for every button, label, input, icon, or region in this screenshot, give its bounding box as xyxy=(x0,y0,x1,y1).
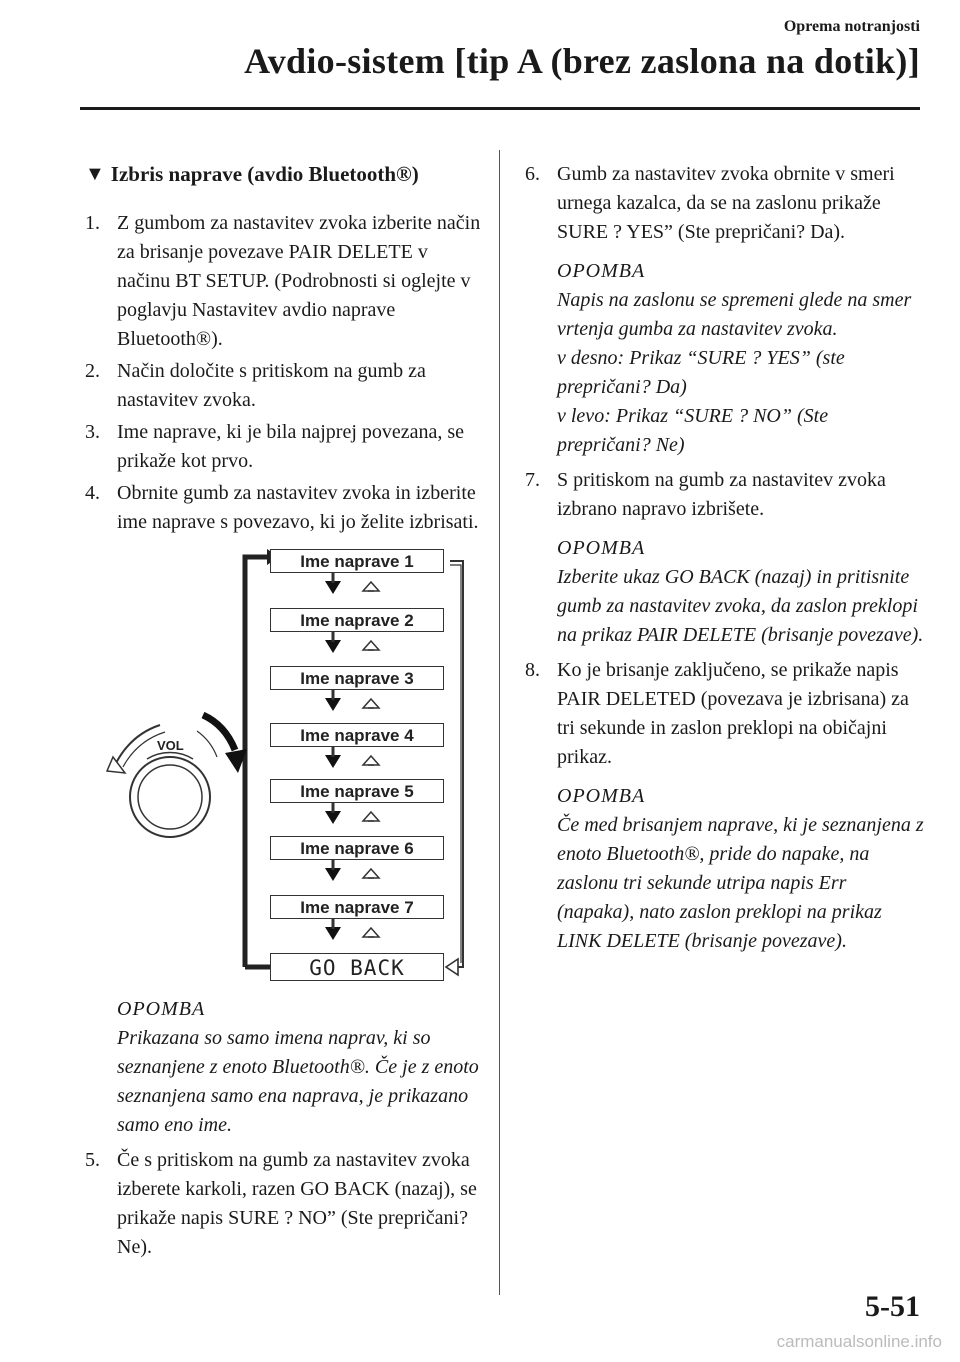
rotate-right-arrow-icon xyxy=(203,715,235,750)
step-7 xyxy=(525,466,925,524)
device-label-3: Ime naprave 3 xyxy=(270,666,444,690)
vol-label: VOL xyxy=(157,738,184,753)
step-6 xyxy=(525,160,925,247)
arrow-pair-6 xyxy=(325,860,379,881)
note-4 xyxy=(525,782,925,956)
note-text: Če med brisanjem naprave, ki je seznanjena z enoto Bluetooth®, pride do napake, na zaslonu tri sekunde utripa napis Err (napaka), nato zaslon preklopi na prikaz LINK DELETE (brisanje povezave). xyxy=(557,814,924,952)
step-number: 6. xyxy=(525,163,540,185)
step-number: 3. xyxy=(85,421,100,443)
step-5 xyxy=(85,1146,483,1262)
device-label-5: Ime naprave 5 xyxy=(270,779,444,803)
step-number: 7. xyxy=(525,469,540,491)
step-number: 2. xyxy=(85,360,100,382)
right-column xyxy=(525,160,925,962)
step-text: Ime naprave, ki je bila najprej povezana, se prikaže kot prvo. xyxy=(117,421,465,472)
page-title: Avdio-sistem [tip A (brez zaslona na dotik)] xyxy=(244,41,920,81)
device-label-2: Ime naprave 2 xyxy=(270,608,444,632)
page-number: 5-51 xyxy=(865,1290,920,1323)
note-heading: OPOMBA xyxy=(557,785,646,807)
step-text: Z gumbom za nastavitev zvoka izberite način za brisanje povezave PAIR DELETE v načinu BT SETUP. (Podrobnosti si oglejte v poglavju Nastavitev avdio naprave Bluetooth®). xyxy=(117,212,481,350)
note-text: v levo: Prikaz “SURE ? NO” (Ste prepričani? Ne) xyxy=(557,405,829,456)
step-1 xyxy=(85,209,483,354)
arrow-pair-5 xyxy=(325,803,379,824)
step-number: 8. xyxy=(525,659,540,681)
step-text: Način določite s pritiskom na gumb za nastavitev zvoka. xyxy=(117,360,426,411)
device-label-7: Ime naprave 7 xyxy=(270,895,444,919)
arrow-pair-2 xyxy=(325,632,379,653)
step-text: Obrnite gumb za nastavitev zvoka in izberite ime naprave s povezavo, ki jo želite izbrisati. xyxy=(117,482,479,533)
step-number: 1. xyxy=(85,212,100,234)
note-2 xyxy=(525,257,925,460)
column-divider xyxy=(499,150,500,1295)
note-heading: OPOMBA xyxy=(117,998,206,1020)
header-rule xyxy=(80,107,920,110)
note-text: Izberite ukaz GO BACK (nazaj) in pritisnite gumb za nastavitev zvoka, da zaslon preklopi na prikaz PAIR DELETE (brisanje povezave). xyxy=(557,566,924,646)
device-label-6: Ime naprave 6 xyxy=(270,836,444,860)
triangle-down-icon: ▼ xyxy=(85,163,105,185)
step-3 xyxy=(85,418,483,476)
arrow-pair-3 xyxy=(325,690,379,711)
go-back-label: GO BACK xyxy=(270,953,444,981)
step-number: 4. xyxy=(85,482,100,504)
device-label-1: Ime naprave 1 xyxy=(270,549,444,573)
device-list-figure xyxy=(85,545,483,985)
step-number: 5. xyxy=(85,1149,100,1171)
arrow-pair-1 xyxy=(325,573,379,594)
arrow-pair-4 xyxy=(325,747,379,768)
note-1 xyxy=(85,995,483,1140)
note-text: v desno: Prikaz “SURE ? YES” (ste prepričani? Da) xyxy=(557,347,845,398)
volume-knob-icon xyxy=(130,753,210,837)
note-text: Napis na zaslonu se spremeni glede na smer vrtenja gumba za nastavitev zvoka. xyxy=(557,289,912,340)
step-text: Gumb za nastavitev zvoka obrnite v smeri urnega kazalca, da se na zaslonu prikaže SURE ? YES” (Ste prepričani? Da). xyxy=(557,163,895,243)
rotate-left-arrow-icon xyxy=(115,725,160,765)
step-text: Ko je brisanje zaključeno, se prikaže napis PAIR DELETED (povezava je izbrisana) za tri sekunde in zaslon preklopi na običajni prikaz. xyxy=(557,659,909,768)
step-text: Če s pritiskom na gumb za nastavitev zvoka izberete karkoli, razen GO BACK (nazaj), se prikaže napis SURE ? NO” (Ste prepričani? Ne). xyxy=(117,1149,477,1258)
step-text: S pritiskom na gumb za nastavitev zvoka izbrano napravo izbrišete. xyxy=(557,469,886,520)
step-2 xyxy=(85,357,483,415)
device-label-4: Ime naprave 4 xyxy=(270,723,444,747)
section-heading xyxy=(85,160,483,189)
loop-bracket-left xyxy=(245,557,267,967)
watermark: carmanualsonline.info xyxy=(776,1332,942,1351)
arrow-left-outline-icon xyxy=(446,959,458,975)
note-text: Prikazana so samo imena naprav, ki so seznanjene z enoto Bluetooth®. Če je z enoto seznanjena samo ena naprava, je prikazano samo eno ime. xyxy=(117,1027,479,1136)
note-heading: OPOMBA xyxy=(557,260,646,282)
note-heading: OPOMBA xyxy=(557,537,646,559)
step-8 xyxy=(525,656,925,772)
arrow-pair-7 xyxy=(325,919,379,940)
section-heading-text: Izbris naprave (avdio Bluetooth®) xyxy=(110,162,419,186)
chapter-title: Oprema notranjosti xyxy=(783,18,920,35)
left-column xyxy=(85,160,483,1265)
note-3 xyxy=(525,534,925,650)
step-4 xyxy=(85,479,483,537)
